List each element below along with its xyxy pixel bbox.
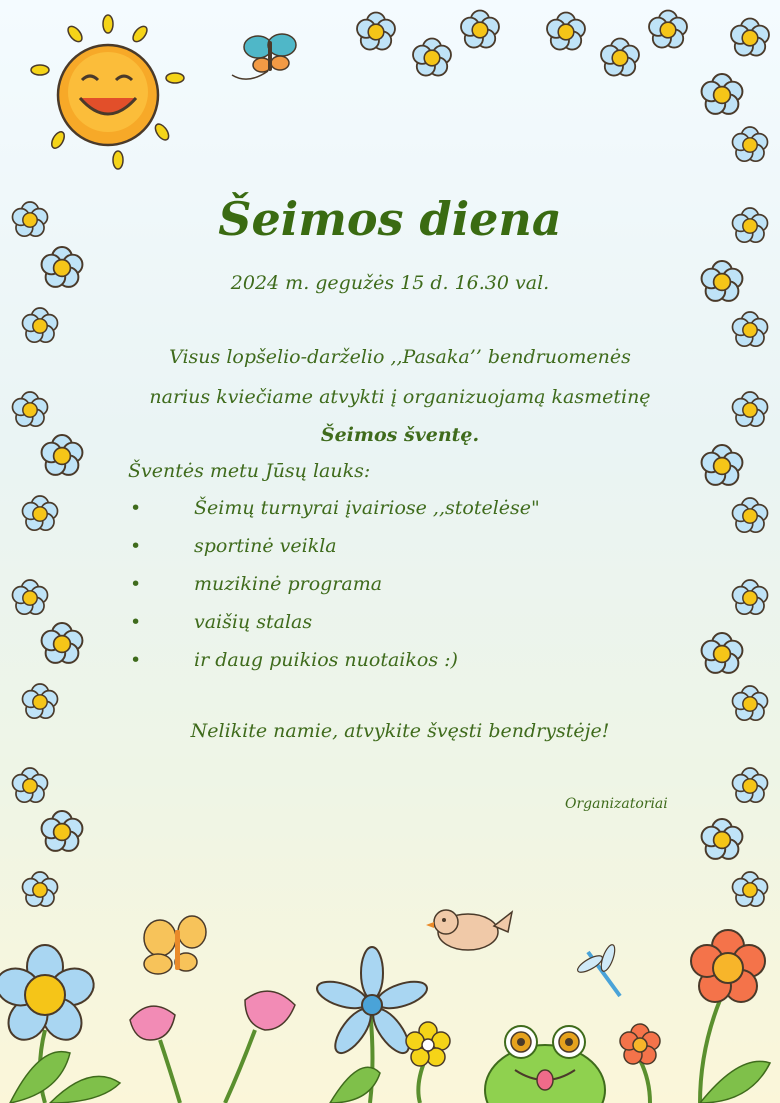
signature: Organizatoriai: [565, 796, 668, 812]
butterfly-icon: [232, 34, 296, 79]
closing-line: Nelikite namie, atvykite švęsti bendrystėje!: [190, 720, 610, 742]
program-lead: Šventės metu Jūsų lauks:: [128, 460, 371, 482]
list-item: • Šeimų turnyrai įvairiose ,,stotelėse": [126, 495, 540, 533]
invite-line-1: Visus lopšelio-darželio ,,Pasaka’’ bendruomenės: [169, 346, 631, 368]
event-date: 2024 m. gegužės 15 d. 16.30 val.: [230, 272, 550, 294]
page-title: Šeimos diena: [218, 192, 562, 246]
list-item: • muzikinė programa: [126, 571, 540, 609]
program-list: [126, 495, 540, 685]
garden-illustration: [0, 910, 770, 1103]
list-item: • sportinė veikla: [126, 533, 540, 571]
sun-icon: [31, 15, 184, 169]
invite-line-3: Šeimos šventę.: [320, 424, 480, 446]
flower-icon: [12, 11, 769, 907]
list-item: • vaišių stalas: [126, 609, 540, 647]
list-item: • ir daug puikios nuotaikos :): [126, 647, 540, 685]
invite-line-2: narius kviečiame atvykti į organizuojamą kasmetinę: [149, 386, 651, 408]
